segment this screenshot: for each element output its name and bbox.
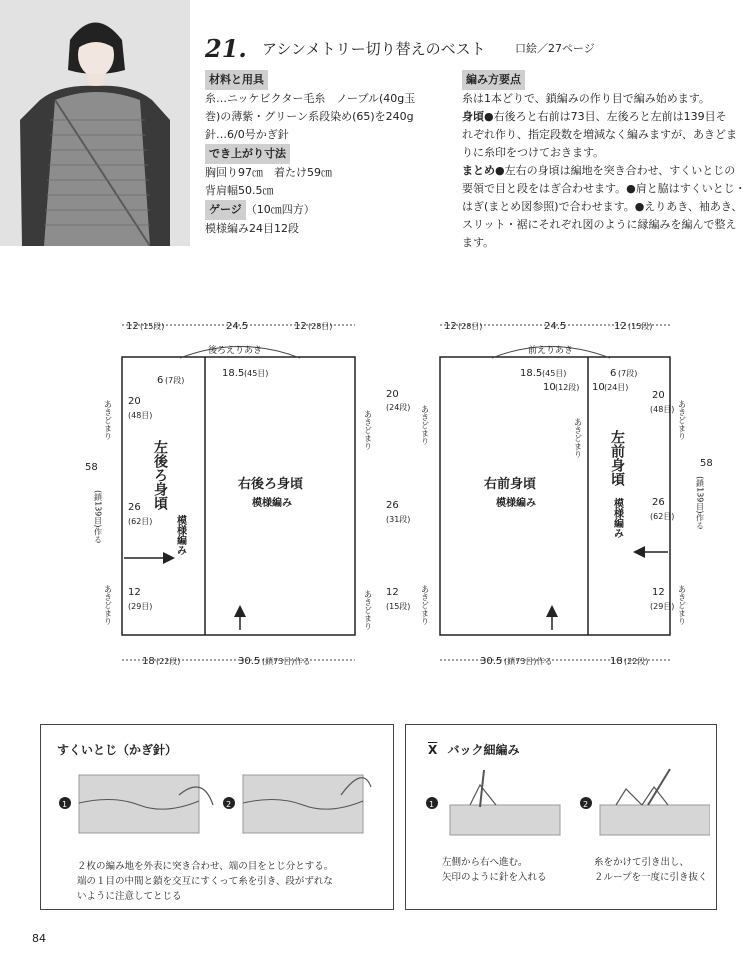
dim-label: 12 (294, 321, 307, 332)
reverse-sc-box (405, 724, 717, 910)
model-photo (0, 0, 190, 246)
dim-sub: (48目) (128, 411, 153, 420)
materials-column (205, 70, 435, 238)
dim-sub: (15段) (628, 322, 653, 331)
materials-line: 巻)の薄紫・グリーン系段染め(65)を240g (205, 110, 414, 123)
akidomari-label: あきどまり (573, 418, 583, 458)
step-number: 2 (226, 800, 232, 809)
dim-sub: (鎖139目)作る (93, 490, 103, 544)
body-label: 身頃● (462, 110, 494, 123)
dim-label: 10 (543, 382, 556, 393)
dim-label: 20 (128, 396, 141, 407)
dim-sub: (45目) (542, 369, 567, 378)
caption-line: 矢印のように針を入れる (442, 872, 547, 883)
dim-sub: (22段) (624, 657, 649, 666)
dim-sub: (28目) (458, 322, 483, 331)
piece-sub: 模様編み (496, 498, 536, 509)
dim-sub: (45目) (244, 369, 269, 378)
piece-label: 右後ろ身頃 (238, 477, 304, 492)
caption-line: ２枚の編み地を外表に突き合わせ、端の目をとじ分とする。 (77, 861, 334, 872)
reverse-sc-illustration (420, 765, 710, 845)
dim-label: 12 (444, 321, 457, 332)
size-line: 胸回り97㎝ 着たけ59㎝ (205, 166, 332, 179)
points-line: 右後ろと右前は73目、左後ろと左前は139目そ (493, 110, 727, 123)
neck-label: 後ろえりあき (208, 346, 263, 356)
materials-line: 糸…ニッケビクター毛糸 ノーブル(40g玉 (205, 92, 416, 105)
dim-label: 24.5 (544, 321, 567, 332)
dim-label: 20 (386, 389, 399, 400)
materials-label: 材料と用具 (205, 70, 268, 90)
dim-sub: (24段) (386, 403, 411, 412)
dim-sub: (鎖73目)作る (262, 657, 311, 666)
mattress-stitch-box (40, 724, 394, 910)
dim-label: 58 (700, 458, 713, 469)
dim-label: 12 (126, 321, 139, 332)
dim-sub: (15段) (140, 322, 165, 331)
dim-label: 6 (157, 375, 164, 386)
dim-sub: (7段) (165, 376, 185, 385)
piece-sub: 模様編み (252, 498, 292, 509)
dim-sub: (15段) (386, 602, 411, 611)
dim-sub: (鎖73目)作る (504, 657, 553, 666)
step-number: 1 (62, 800, 68, 809)
points-line: 左右の身頃は編地を突き合わせ、すくいとじの (504, 164, 736, 177)
dim-sub: (鎖139目)作る (695, 476, 705, 530)
akidomari-label: あきどまり (420, 585, 430, 625)
mattress-stitch-illustration (53, 765, 383, 845)
points-line: ます。 (462, 236, 495, 249)
dim-label: 30.5 (480, 656, 503, 667)
piece-sub: 模様編み (611, 498, 623, 538)
page-number: 84 (32, 932, 46, 945)
dim-sub: (62目) (128, 517, 153, 526)
gauge-label: ゲージ (205, 200, 246, 220)
dim-label: 18.5 (222, 368, 245, 379)
dim-label: 58 (85, 462, 98, 473)
akidomari-label: あきどまり (363, 590, 373, 630)
caption-line: いように注意してとじる (77, 891, 182, 902)
dim-sub: (29目) (650, 602, 675, 611)
dim-label: 18.5 (520, 368, 543, 379)
box-title: すくいとじ（かぎ針） (57, 743, 178, 757)
pattern-number: 21. (205, 34, 247, 63)
dim-sub: (48目) (650, 405, 675, 414)
akidomari-label: あきどまり (103, 400, 113, 440)
caption-line: 端の１目の中間と鎖を交互にすくって糸を引き、段がずれな (77, 876, 333, 887)
caption-line: ２ループを一度に引き抜く (594, 872, 708, 883)
caption (442, 855, 572, 885)
neck-label: 前えりあき (528, 346, 574, 356)
points-line: はぎ(まとめ図参照)で合わせます。●えりあき、袖あき、 (462, 200, 743, 213)
akidomari-label: あきどまり (420, 405, 430, 445)
points-label: 編み方要点 (462, 70, 525, 90)
step-number: 2 (583, 800, 589, 809)
box-title-text: バック細編み (447, 743, 520, 757)
caption (77, 859, 387, 904)
caption (594, 855, 714, 885)
materials-line: 針…6/0号かぎ針 (205, 128, 289, 141)
dim-label: 12 (614, 321, 627, 332)
model-illustration (0, 0, 190, 246)
akidomari-label: あきどまり (103, 585, 113, 625)
gauge-unit: （10㎝四方） (245, 203, 315, 216)
gauge-line: 模様編み24目12段 (205, 222, 299, 235)
akidomari-label: あきどまり (363, 410, 373, 450)
points-line: 糸は1本どりで、鎖編みの作り目で編み始めます。 (462, 92, 710, 105)
dim-label: 20 (652, 390, 665, 401)
piece-label: 左後ろ身頃 (152, 440, 168, 510)
piece-label: 左前身頃 (609, 430, 625, 486)
piece-sub: 模様編み (174, 515, 186, 555)
dim-sub: (7段) (618, 369, 638, 378)
dim-label: 26 (128, 502, 141, 513)
step-number: 1 (429, 800, 435, 809)
size-line: 背肩幅50.5㎝ (205, 184, 274, 197)
dim-sub: (31段) (386, 515, 411, 524)
dim-sub: (24目) (604, 383, 629, 392)
dim-sub: (62目) (650, 512, 675, 521)
instructions-column (462, 70, 747, 252)
dim-label: 10 (592, 382, 605, 393)
dim-label: 6 (610, 368, 617, 379)
points-line: れぞれ作り、指定段数を増減なく編みますが、あきどま (462, 128, 737, 141)
dim-label: 26 (652, 497, 665, 508)
dim-label: 18 (610, 656, 623, 667)
caption-line: 左側から右へ進む。 (442, 857, 528, 868)
pattern-title: アシンメトリー切り替えのベスト (262, 40, 486, 58)
dim-sub: (12段) (555, 383, 580, 392)
dim-label: 12 (386, 587, 399, 598)
pattern-diagrams (0, 300, 750, 680)
caption-line: 糸をかけて引き出し、 (594, 857, 690, 868)
dim-label: 24.5 (226, 321, 249, 332)
dim-label: 12 (128, 587, 141, 598)
points-line: スリット・裾にそれぞれ図のように縁編みを編んで整え (462, 218, 737, 231)
akidomari-label: あきどまり (677, 585, 687, 625)
size-label: でき上がり寸法 (205, 144, 290, 164)
stitch-symbol: $\overline{X}$ (428, 743, 438, 757)
dim-label: 12 (652, 587, 665, 598)
dim-label: 18 (142, 656, 155, 667)
dim-sub: (29目) (128, 602, 153, 611)
front-outline (440, 357, 670, 635)
dim-label: 26 (386, 500, 399, 511)
page-reference: 口絵／27ページ (515, 42, 595, 55)
finish-label: まとめ● (462, 164, 505, 177)
dim-sub: (28目) (308, 322, 333, 331)
box-title (428, 741, 519, 758)
piece-label: 右前身頃 (484, 477, 537, 492)
akidomari-label: あきどまり (677, 400, 687, 440)
points-line: 要領で目と段をはぎ合わせます。●肩と脇はすくいとじ・ (462, 182, 746, 195)
dim-label: 30.5 (238, 656, 261, 667)
dim-sub: (22段) (156, 657, 181, 666)
points-line: りに糸印をつけておきます。 (462, 146, 605, 159)
